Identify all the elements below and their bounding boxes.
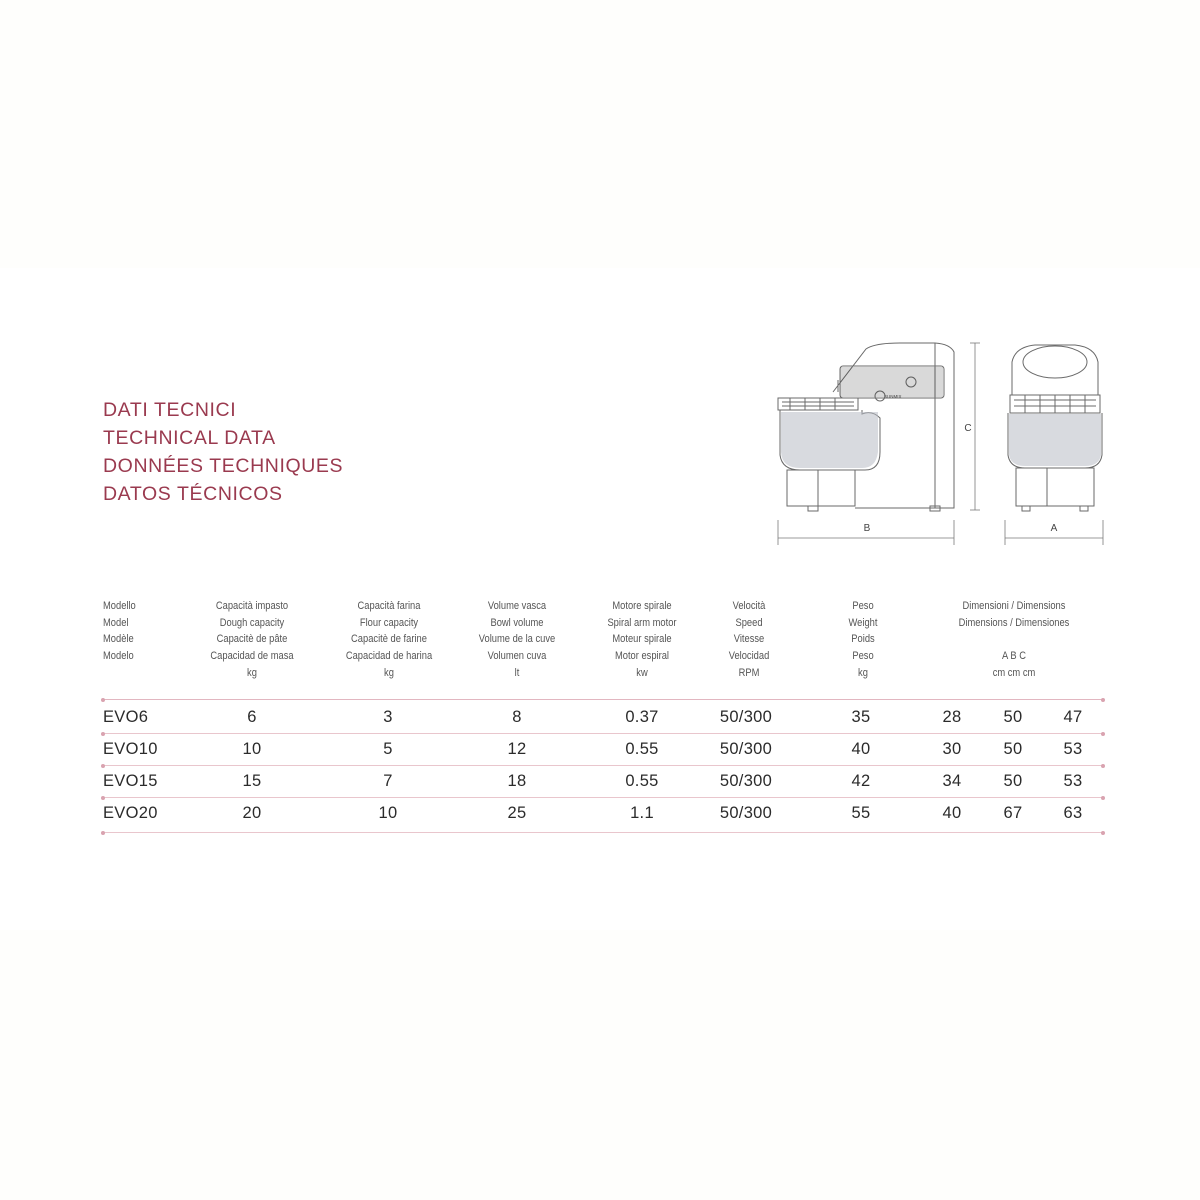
dim-label-b: B <box>863 523 871 534</box>
title-es: DATOS TÉCNICOS <box>103 483 283 505</box>
cell-model: EVO15 <box>103 772 158 790</box>
cell-flour: 7 <box>383 772 393 790</box>
cell-motor: 0.37 <box>625 708 659 726</box>
cell-dim-a: 28 <box>942 708 962 726</box>
cell-bowl: 18 <box>507 772 527 790</box>
cell-dim-a: 30 <box>942 740 962 758</box>
cell-dough: 15 <box>242 772 262 790</box>
section-titles <box>103 396 343 508</box>
cell-flour: 3 <box>383 708 393 726</box>
cell-bowl: 8 <box>512 708 522 726</box>
cell-weight: 40 <box>851 740 871 758</box>
cell-model: EVO6 <box>103 708 149 726</box>
cell-dough: 6 <box>247 708 257 726</box>
cell-bowl: 12 <box>507 740 527 758</box>
cell-speed: 50/300 <box>719 772 773 790</box>
title-en: TECHNICAL DATA <box>103 427 276 449</box>
table-bottom-rule <box>103 832 1103 833</box>
cell-speed: 50/300 <box>719 708 773 726</box>
cell-speed: 50/300 <box>719 804 773 822</box>
cell-model: EVO10 <box>103 740 158 758</box>
cell-dim-c: 47 <box>1063 708 1083 726</box>
cell-weight: 35 <box>851 708 871 726</box>
cell-dim-b: 50 <box>1003 708 1023 726</box>
title-it: DATI TECNICI <box>103 399 237 421</box>
cell-dim-c: 63 <box>1063 804 1083 822</box>
dim-label-c: C <box>964 423 972 434</box>
cell-dim-a: 40 <box>942 804 962 822</box>
row-divider <box>103 765 1103 766</box>
col-header-flour: Capacità farina Flour capacity Capacitè de farine Capacidad de harina kg <box>345 600 433 679</box>
cell-dough: 10 <box>242 740 262 758</box>
cell-flour: 10 <box>378 804 398 822</box>
cell-dim-a: 34 <box>942 772 962 790</box>
cell-motor: 1.1 <box>630 804 654 822</box>
row-divider <box>103 797 1103 798</box>
col-header-dough: Capacità impasto Dough capacity Capacitè de pâte Capacidad de masa kg <box>210 600 294 679</box>
col-header-dimensions: Dimensioni / Dimensions Dimensions / Dimensiones A B C cm cm cm <box>958 600 1070 679</box>
cell-motor: 0.55 <box>625 772 659 790</box>
col-header-weight: Peso Weight Poids Peso kg <box>848 600 878 679</box>
col-header-motor: Motore spirale Spiral arm motor Moteur spirale Motor espiral kw <box>607 600 677 679</box>
cell-weight: 42 <box>851 772 871 790</box>
cell-motor: 0.55 <box>625 740 659 758</box>
col-header-speed: Velocità Speed Vitesse Velocidad RPM <box>728 600 770 679</box>
dim-label-a: A <box>1050 523 1058 534</box>
col-header-model: Modello Model Modèle Modelo <box>103 600 136 663</box>
cell-dim-c: 53 <box>1063 740 1083 758</box>
cell-model: EVO20 <box>103 804 158 822</box>
title-fr: DONNÉES TECHNIQUES <box>103 455 344 477</box>
header-divider <box>103 699 1103 700</box>
col-header-bowl: Volume vasca Bowl volume Volume de la cuve Volumen cuva lt <box>478 600 556 679</box>
cell-flour: 5 <box>383 740 393 758</box>
cell-dim-b: 50 <box>1003 772 1023 790</box>
cell-speed: 50/300 <box>719 740 773 758</box>
mixer-dimension-diagram <box>770 335 1110 550</box>
brand-mark: SUNMIX <box>884 394 902 399</box>
cell-dim-b: 67 <box>1003 804 1023 822</box>
cell-dim-b: 50 <box>1003 740 1023 758</box>
cell-weight: 55 <box>851 804 871 822</box>
row-divider <box>103 733 1103 734</box>
cell-dim-c: 53 <box>1063 772 1083 790</box>
cell-dough: 20 <box>242 804 262 822</box>
cell-bowl: 25 <box>507 804 527 822</box>
